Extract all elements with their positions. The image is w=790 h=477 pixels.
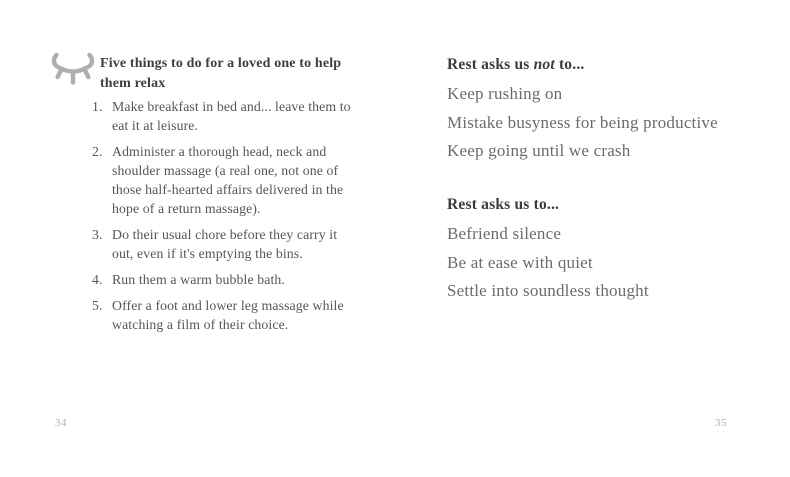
list-item: [92, 142, 358, 218]
rest-not-to-section: [447, 54, 757, 165]
chapter-heading: [100, 54, 380, 93]
item-number: 1.: [92, 99, 103, 114]
chapter-heading-line1: Five things to do for a loved one to help: [100, 56, 342, 71]
item-number: 5.: [92, 298, 103, 313]
relaxation-tips-list: [92, 97, 358, 341]
item-text: Make breakfast in bed and... leave them to eat it at leisure.: [112, 99, 351, 133]
rest-line: Keep going until we crash: [447, 140, 631, 160]
closed-eye-icon: [51, 52, 95, 86]
section-heading-italic: not: [533, 56, 555, 73]
chapter-heading-line2: them relax: [100, 75, 166, 91]
page-number-right: 35: [715, 417, 727, 429]
rest-line: Befriend silence: [447, 224, 562, 244]
rest-to-section: [447, 194, 757, 305]
rest-line: Keep rushing on: [447, 84, 563, 104]
page-number-left: 34: [55, 417, 67, 429]
rest-line: Settle into soundless thought: [447, 280, 649, 300]
item-text: Run them a warm bubble bath.: [112, 272, 285, 287]
item-number: 4.: [92, 272, 103, 287]
section-heading-pre: Rest asks us: [447, 56, 534, 73]
list-item: [92, 270, 358, 289]
section-heading: [447, 54, 757, 76]
item-text: Offer a foot and lower leg massage while watching a film of their choice.: [112, 298, 344, 332]
rest-line: Mistake busyness for being productive: [447, 112, 718, 132]
item-number: 3.: [92, 227, 103, 242]
section-heading-pre: Rest asks us to...: [447, 196, 560, 213]
section-heading: [447, 194, 757, 216]
list-item: [92, 225, 358, 263]
list-item: [92, 97, 358, 135]
item-text: Administer a thorough head, neck and shoulder massage (a real one, not one of those half-hearted affairs delivered in the hope of a return massage).: [112, 144, 344, 216]
rest-line: Be at ease with quiet: [447, 252, 593, 272]
item-number: 2.: [92, 144, 103, 159]
section-heading-post: to...: [554, 56, 585, 73]
item-text: Do their usual chore before they carry it out, even if it's emptying the bins.: [112, 227, 338, 261]
list-item: [92, 296, 358, 334]
